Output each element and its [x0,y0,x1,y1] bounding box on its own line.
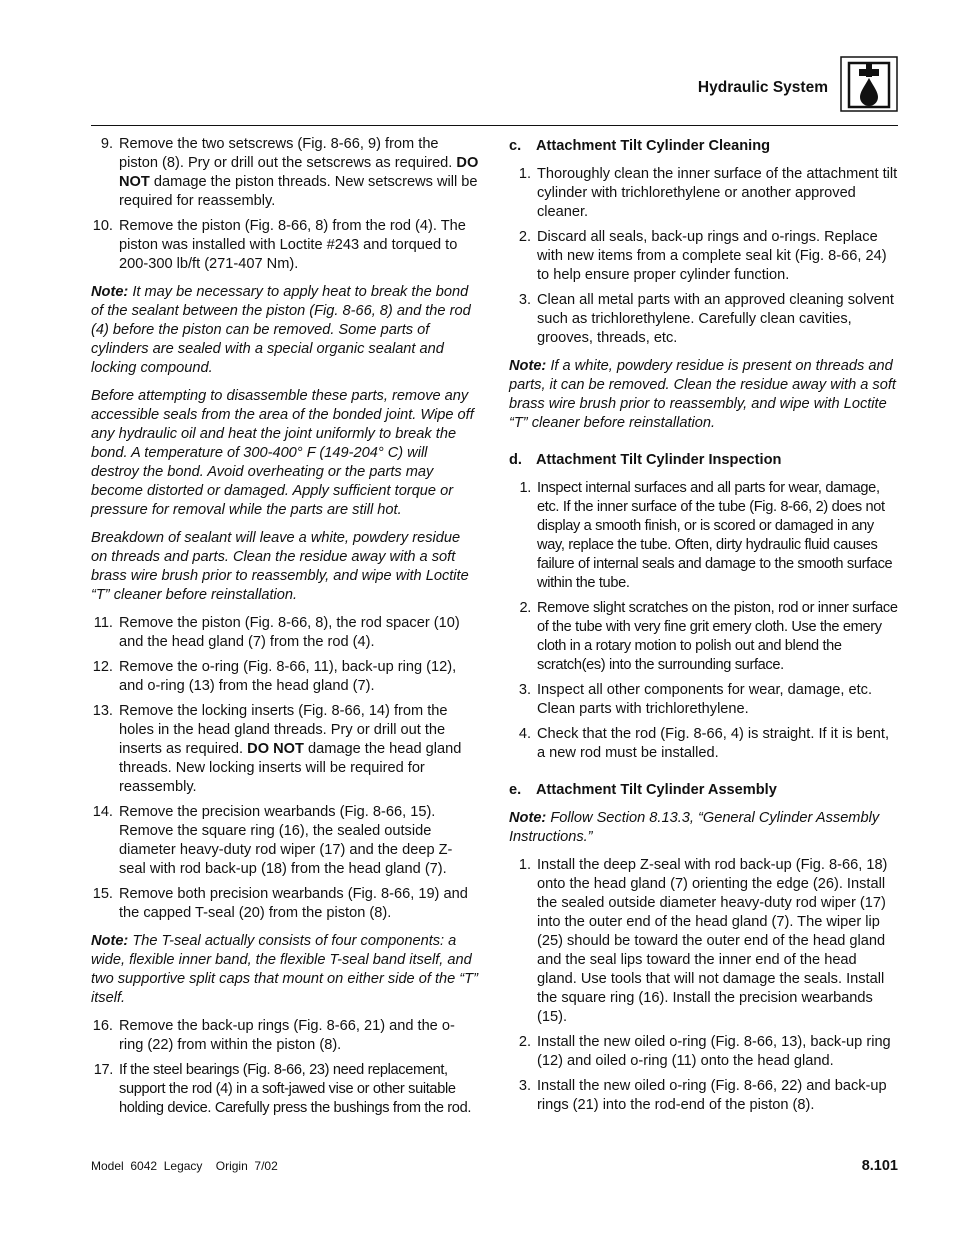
item-number: 13. [92,703,113,719]
item-text: If the steel bearings (Fig. 8-66, 23) need replacement, support the rod (4) in a soft-jawed vise or other suitable holding device. Carefully press the bushings from the rod. [119,1062,472,1116]
item-text: Remove the piston (Fig. 8-66, 8), the rod spacer (10) and the head gland (7) from the rod (4). [119,615,460,650]
section-letter: c. [509,138,522,154]
list-item [509,681,898,719]
list-item [91,702,479,797]
list-item [91,217,479,274]
item-number: 9. [100,136,113,152]
left-column [91,135,479,1124]
item-text: Remove the o-ring (Fig. 8-66, 11), back-up ring (12), and o-ring (13) from the head gland (7). [119,659,457,694]
list-item [509,228,898,285]
note-text: It may be necessary to apply heat to break the bond of the sealant between the piston (Fig. 8-66, 8) and the rod (4) before the piston can be removed. Some parts of cylinders are sealed with a special organic sealant and locking compound. [91,284,471,376]
item-text: Remove the piston (Fig. 8-66, 8) from the rod (4). The piston was installed with Loctite #243 and torqued to 200-300 lb/ft (271-407 Nm). [119,218,466,272]
item-number: 3. [518,682,531,698]
list-item [509,1077,898,1115]
list-item [509,479,898,593]
note-block [91,932,479,1008]
item-number: 1. [518,166,531,182]
section-title: Attachment Tilt Cylinder Inspection [536,452,782,468]
item-number: 17. [93,1062,113,1078]
note-block [509,809,898,847]
item-number: 2. [518,229,531,245]
note-paragraph: Before attempting to disassemble these parts, remove any accessible seals from the area of the bonded joint. Wipe off any hydraulic oil and heat the joint uniformly to break the bond. A temperature of 300-400° F (149-204° C) will destroy the bond. Avoid overheating or the parts may become distorted or damaged. Apply sufficient torque or pressure for removal while the parts are still hot. [91,388,474,518]
list-item [509,291,898,348]
note-block [509,357,898,433]
section-heading-cleaning [509,137,898,156]
item-text: Inspect all other components for wear, damage, etc. Clean parts with trichlorethylene. [537,682,873,717]
list-item [91,614,479,652]
note-label: Note: [91,933,129,949]
item-text: Remove the precision wearbands (Fig. 8-66, 15). Remove the square ring (16), the sealed outside diameter heavy-duty rod wiper (17) and the deep Z-seal with rod back-up (18) from the head gland (7). [119,804,453,877]
item-number: 4. [518,726,531,742]
header-rule [91,125,898,126]
item-text: Discard all seals, back-up rings and o-rings. Replace with new items from a complete seal kit (Fig. 8-66, 24) to help ensure proper cylinder function. [537,229,887,283]
note-label: Note: [509,810,547,826]
section-heading-inspection [509,451,898,470]
item-number: 14. [92,804,113,820]
list-item [91,658,479,696]
item-number: 1. [519,480,531,496]
item-text: Remove both precision wearbands (Fig. 8-66, 19) and the capped T-seal (20) from the piston (8). [119,886,468,921]
list-item [509,725,898,763]
list-item [91,885,479,923]
item-text: Install the new oiled o-ring (Fig. 8-66, 22) and back-up rings (21) into the rod-end of the piston (8). [537,1078,887,1113]
item-number: 15. [92,886,113,902]
section-letter: e. [509,782,522,798]
list-item [509,856,898,1027]
item-number: 3. [518,1078,531,1094]
footer-model-info: Model 6042 Legacy Origin 7/02 [91,1159,278,1173]
section-heading-assembly [509,781,898,800]
item-text: damage the piston threads. New setscrews will be required for reassembly. [119,174,478,209]
note-text: The T-seal actually consists of four components: a wide, flexible inner band, the flexible T-seal band itself, and two supportive split caps that mount on either side of the “T” itself. [91,933,478,1006]
list-item [91,803,479,879]
item-text: Inspect internal surfaces and all parts for wear, damage, etc. If the inner surface of the tube (Fig. 8-66, 2) does not display a smooth finish, or is scored or damaged in any way, replace the tube. Often, dirty hydraulic fluid causes failure of internal seals and damage to the smooth surface within the tube. [537,480,893,591]
note-block [91,283,479,378]
note-text: If a white, powdery residue is present on threads and parts, it can be removed. Clean the residue away with a soft brass wire brush prior to reassembly, and wipe with Loctite “T” cleaner before reinstallation. [509,358,896,431]
item-number: 11. [93,615,113,631]
page-number: 8.101 [861,1158,898,1174]
hydraulic-oil-can-icon [840,56,898,112]
item-number: 2. [519,600,531,616]
list-item [509,165,898,222]
list-item [509,599,898,675]
note-label: Note: [509,358,547,374]
item-number: 12. [92,659,113,675]
item-text: damage the head gland threads. New locking inserts will be required for reassembly. [119,741,462,795]
section-letter: d. [509,452,522,468]
list-item [91,1017,479,1055]
note-paragraph: Breakdown of sealant will leave a white, powdery residue on threads and parts. Clean the residue away with a soft brass wire brush prior to reassembly, and wipe with Loctite “T” cleaner before reinstallation. [91,530,469,603]
note-text: Follow Section 8.13.3, “General Cylinder Assembly Instructions.” [509,810,880,845]
note-label: Note: [91,284,129,300]
item-number: 2. [518,1034,531,1050]
item-number: 1. [518,857,531,873]
item-text: Check that the rod (Fig. 8-66, 4) is straight. If it is bent, a new rod must be installed. [537,726,890,761]
item-number: 16. [92,1018,113,1034]
item-number: 3. [518,292,531,308]
item-text: Thoroughly clean the inner surface of the attachment tilt cylinder with trichlorethylene or another approved cleaner. [537,166,898,220]
item-text: Clean all metal parts with an approved cleaning solvent such as trichlorethylene. Carefully clean cavities, grooves, threads, etc. [537,292,894,346]
list-item [509,1033,898,1071]
right-column [509,135,898,1121]
item-text: Install the new oiled o-ring (Fig. 8-66, 13), back-up ring (12) and oiled o-ring (11) onto the head gland. [537,1034,891,1069]
item-text: Remove slight scratches on the piston, rod or inner surface of the tube with very fine grit emery cloth. Use the emery cloth in a rotary motion to polish out and blend the scratch(es) into the surrounding surface. [537,600,898,673]
list-item [91,135,479,211]
item-text: Remove the two setscrews (Fig. 8-66, 9) from the piston (8). Pry or drill out the setscrews as required. [119,136,457,171]
item-emphasis: DO NOT [119,155,479,190]
item-number: 10. [92,218,113,234]
item-emphasis: DO NOT [247,741,304,757]
section-title: Attachment Tilt Cylinder Cleaning [536,138,771,154]
item-text: Remove the back-up rings (Fig. 8-66, 21) and the o-ring (22) from within the piston (8). [119,1018,455,1053]
page-header-title: Hydraulic System [697,79,828,96]
item-text: Install the deep Z-seal with rod back-up (Fig. 8-66, 18) onto the head gland (7) orienting the edge (26). Install the sealed outside diameter heavy-duty rod wiper (17) into the outer end of the head gland (7). The wiper lip (25) should be toward the outer end of the head gland and the seal lips toward the inner end of the head gland. Use tools that will not damage the seals. Install the square ring (16). Install the precision wearbands (15). [537,857,888,1025]
section-title: Attachment Tilt Cylinder Assembly [536,782,777,798]
item-text: Remove the locking inserts (Fig. 8-66, 14) from the holes in the head gland threads. Pry or drill out the inserts as required. [119,703,448,757]
list-item [91,1061,479,1118]
